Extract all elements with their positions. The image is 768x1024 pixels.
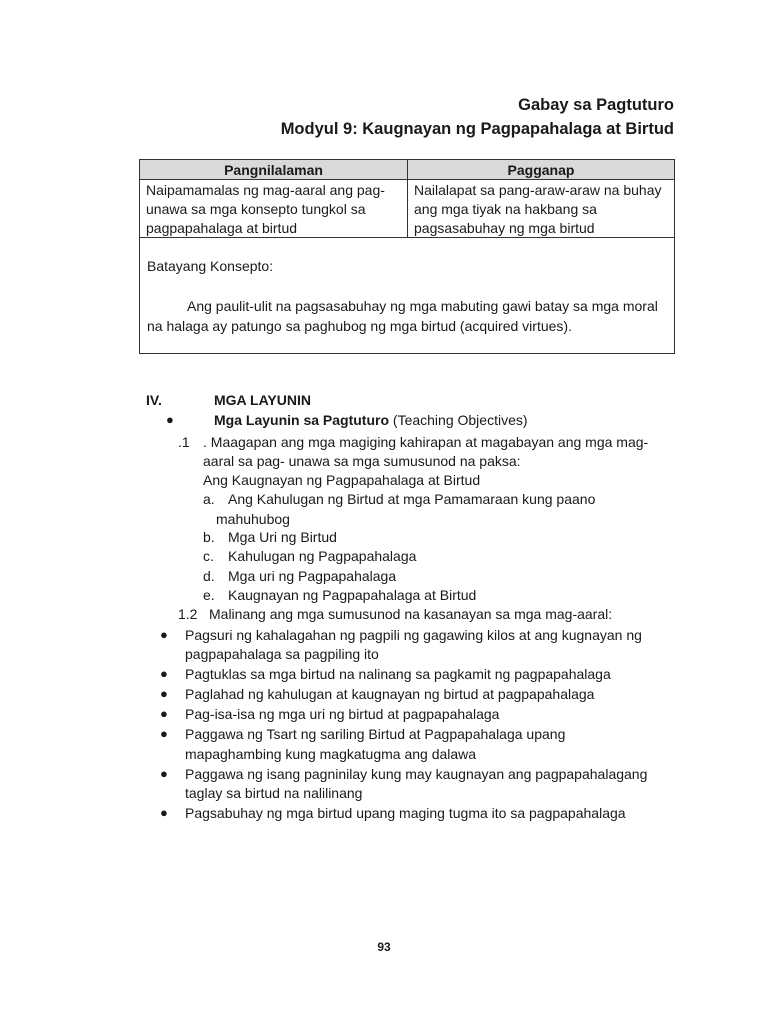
performance-standard-cell [408, 180, 674, 238]
skill-text: taglay sa birtud na nalilinang [185, 785, 363, 801]
column-header-content: Pangnilalaman [140, 160, 408, 180]
cell-line: unawa sa mga konsepto tungkol sa [146, 201, 366, 217]
cell-line: pagpapahalaga at birtud [146, 220, 298, 236]
basic-concept-section [140, 238, 674, 353]
section-title: MGA LAYUNIN [214, 392, 311, 408]
bullet-icon: ● [166, 412, 174, 427]
skill-text: Pagsuri ng kahalagahan ng pagpili ng gagawing kilos at ang kugnayan ng [185, 627, 642, 643]
item-number: 1.2 [178, 606, 198, 622]
table-row [140, 180, 674, 238]
concept-text-line: Ang paulit-ulit na pagsasabuhay ng mga mabuting gawi batay sa mga moral [187, 298, 658, 314]
topic-text: mahuhubog [216, 511, 290, 527]
bullet-icon: ● [160, 627, 168, 642]
standards-table [139, 159, 675, 354]
topic-text: Ang Kahulugan ng Birtud at mga Pamamaraan kung paano [228, 491, 596, 507]
skill-text: Pagtuklas sa mga birtud na nalinang sa pagkamit ng pagpapahalaga [185, 666, 611, 682]
topic-text: Mga Uri ng Birtud [228, 529, 337, 545]
skill-text: Paggawa ng isang pagninilay kung may kaugnayan ang pagpapahalagang [185, 766, 648, 782]
bullet-icon: ● [160, 726, 168, 741]
skill-text: mapaghambing kung magkatugma ang dalawa [185, 746, 477, 762]
concept-text-line: na halaga ay patungo sa paghubog ng mga birtud (acquired virtues). [147, 318, 572, 334]
objectives-heading-bold: Mga Layunin sa Pagtuturo [214, 412, 390, 428]
topic-letter: b. [203, 529, 215, 545]
objectives-heading [214, 410, 528, 430]
topic-letter: a. [203, 491, 215, 507]
page-number: 93 [377, 940, 391, 954]
cell-line: Naipamamalas ng mag-aaral ang pag- [146, 182, 385, 198]
cell-line: Nailalapat sa pang-araw-araw na buhay [414, 182, 662, 198]
document-header [281, 93, 674, 141]
item-text-line: aaral sa pag- unawa sa mga sumusunod na paksa: [203, 453, 521, 469]
topic-text: Mga uri ng Pagpapahalaga [228, 568, 397, 584]
topic-letter: d. [203, 568, 215, 584]
topic-letter: c. [203, 548, 214, 564]
concept-label: Batayang Konsepto: [147, 258, 274, 274]
item-text-line: . Maagapan ang mga magiging kahirapan at magabayan ang mga mag- [203, 434, 649, 450]
objectives-heading-note: (Teaching Objectives) [389, 412, 528, 428]
item-number: .1 [178, 434, 190, 450]
topic-text: Kaugnayan ng Pagpapahalaga at Birtud [228, 587, 477, 603]
cell-line: pagsasabuhay ng mga birtud [414, 220, 595, 236]
bullet-icon: ● [160, 686, 168, 701]
bullet-icon: ● [160, 766, 168, 781]
item-text-line: Malinang ang mga sumusunod na kasanayan sa mga mag-aaral: [209, 606, 613, 622]
topic-text: Kahulugan ng Pagpapahalaga [228, 548, 417, 564]
bullet-icon: ● [160, 706, 168, 721]
bullet-icon: ● [160, 805, 168, 820]
skill-text: pagpapahalaga sa pagpiling ito [185, 646, 379, 662]
cell-line: ang mga tiyak na hakbang sa [414, 201, 597, 217]
bullet-icon: ● [160, 666, 168, 681]
skill-text: Pagsabuhay ng mga birtud upang maging tugma ito sa pagpapahalaga [185, 805, 626, 821]
skill-text: Paglahad ng kahulugan at kaugnayan ng birtud at pagpapahalaga [185, 686, 595, 702]
item-text-line: Ang Kaugnayan ng Pagpapahalaga at Birtud [203, 472, 481, 488]
skill-text: Paggawa ng Tsart ng sariling Birtud at Pagpapahalaga upang [185, 726, 566, 742]
topic-letter: e. [203, 587, 215, 603]
guide-title: Gabay sa Pagtuturo [518, 96, 674, 114]
module-title: Modyul 9: Kaugnayan ng Pagpapahalaga at Birtud [280, 120, 674, 138]
content-standard-cell [140, 180, 408, 238]
section-number: IV. [146, 392, 162, 408]
column-header-performance: Pagganap [408, 160, 674, 180]
table-header-row [140, 160, 674, 180]
skill-text: Pag-isa-isa ng mga uri ng birtud at pagpapahalaga [185, 706, 500, 722]
